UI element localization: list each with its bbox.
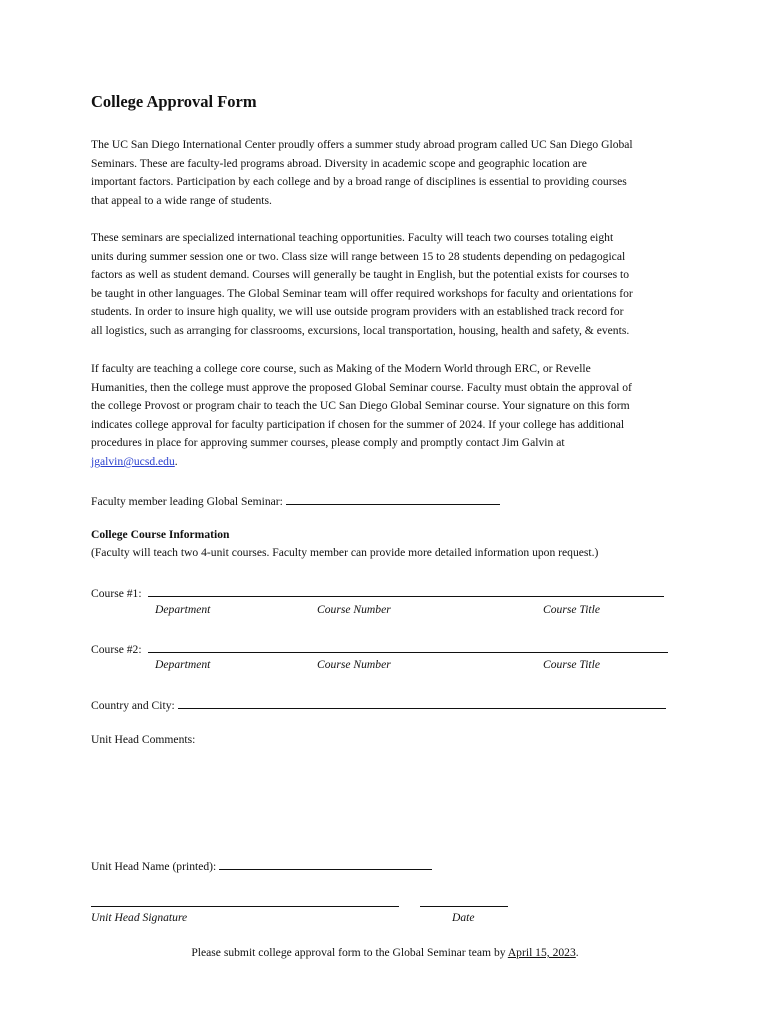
country-city-field[interactable] (178, 696, 666, 709)
country-city-row (91, 696, 666, 712)
seminars-line: students. In order to insure high quality, we will use outside program providers with an established track record for (91, 305, 624, 319)
course-1-field[interactable] (148, 584, 664, 597)
intro-paragraph (91, 136, 686, 210)
form-title: College Approval Form (91, 92, 257, 111)
seminars-line: be taught in other languages. The Global Seminar team will offer required workshops for faculty and orientations for (91, 286, 633, 300)
faculty-member-row (91, 492, 500, 508)
submit-prefix: Please submit college approval form to the Global Seminar team by (191, 946, 508, 959)
course-2-number-caption: Course Number (317, 658, 391, 671)
contact-email-link[interactable]: jgalvin@ucsd.edu (91, 454, 175, 468)
unit-head-comments-label: Unit Head Comments: (91, 733, 196, 746)
course-2-label: Course #2: (91, 643, 142, 656)
intro-line: that appeal to a wide range of students. (91, 193, 272, 207)
intro-line: Seminars. These are faculty-led programs abroad. Diversity in academic scope and geographic location are (91, 156, 587, 170)
intro-line: important factors. Participation by each college and by a broad range of disciplines is essential to providing courses (91, 175, 627, 189)
approval-line: indicates college approval for faculty participation if chosen for the summer of 2024. If your college has additional (91, 417, 625, 431)
unit-head-name-row (91, 857, 432, 873)
course-1-label: Course #1: (91, 587, 142, 600)
unit-head-signature-caption: Unit Head Signature (91, 911, 188, 924)
seminars-line: all logistics, such as arranging for classrooms, excursions, local transportation, housing, health and safety, & events. (91, 323, 630, 337)
date-line[interactable] (420, 906, 508, 907)
country-city-label: Country and City: (91, 699, 175, 712)
course-1-title-caption: Course Title (543, 603, 601, 616)
unit-head-name-field[interactable] (219, 857, 432, 870)
submit-deadline: April 15, 2023 (507, 946, 576, 959)
faculty-member-field[interactable] (286, 492, 500, 505)
seminars-line: factors as well as student demand. Courses will generally be taught in English, but the potential exists for courses to (91, 268, 630, 282)
submit-instructions (0, 946, 770, 959)
unit-head-name-label: Unit Head Name (printed): (91, 860, 217, 873)
course-1-row (91, 584, 664, 600)
approval-line: If faculty are teaching a college core course, such as Making of the Modern World through ERC, or Revelle (91, 362, 591, 375)
approval-line: Humanities, then the college must approve the proposed Global Seminar course. Faculty must obtain the approval of (91, 380, 632, 394)
contact-line (91, 453, 686, 472)
approval-line: the college Provost or program chair to teach the UC San Diego Global Seminar course. Your signature on this form (91, 399, 630, 413)
course-info-note: (Faculty will teach two 4-unit courses. Faculty member can provide more detailed information upon request.) (91, 546, 599, 559)
course-2-department-caption: Department (155, 658, 211, 671)
faculty-member-label: Faculty member leading Global Seminar: (91, 495, 283, 508)
unit-head-comments-area[interactable] (91, 755, 681, 850)
course-2-title-caption: Course Title (543, 658, 601, 671)
seminars-line: These seminars are specialized international teaching opportunities. Faculty will teach two courses totaling eight (91, 231, 614, 244)
approval-line: procedures in place for approving summer courses, please comply and promptly contact Jim Galvin at (91, 436, 565, 450)
date-caption: Date (452, 911, 475, 924)
course-1-department-caption: Department (155, 603, 211, 616)
approval-paragraph (91, 360, 686, 472)
course-1-number-caption: Course Number (317, 603, 391, 616)
contact-suffix: . (174, 454, 178, 468)
seminars-paragraph (91, 229, 686, 341)
course-info-heading: College Course Information (91, 528, 230, 541)
seminars-line: units during summer session one or two. Class size will range between 15 to 28 students depending on pedagogical (91, 249, 626, 263)
signature-line[interactable] (91, 906, 399, 907)
course-2-row (91, 640, 668, 656)
course-2-field[interactable] (148, 640, 668, 653)
submit-suffix: . (575, 946, 579, 959)
intro-line: The UC San Diego International Center proudly offers a summer study abroad program called UC San Diego Global (91, 138, 633, 151)
